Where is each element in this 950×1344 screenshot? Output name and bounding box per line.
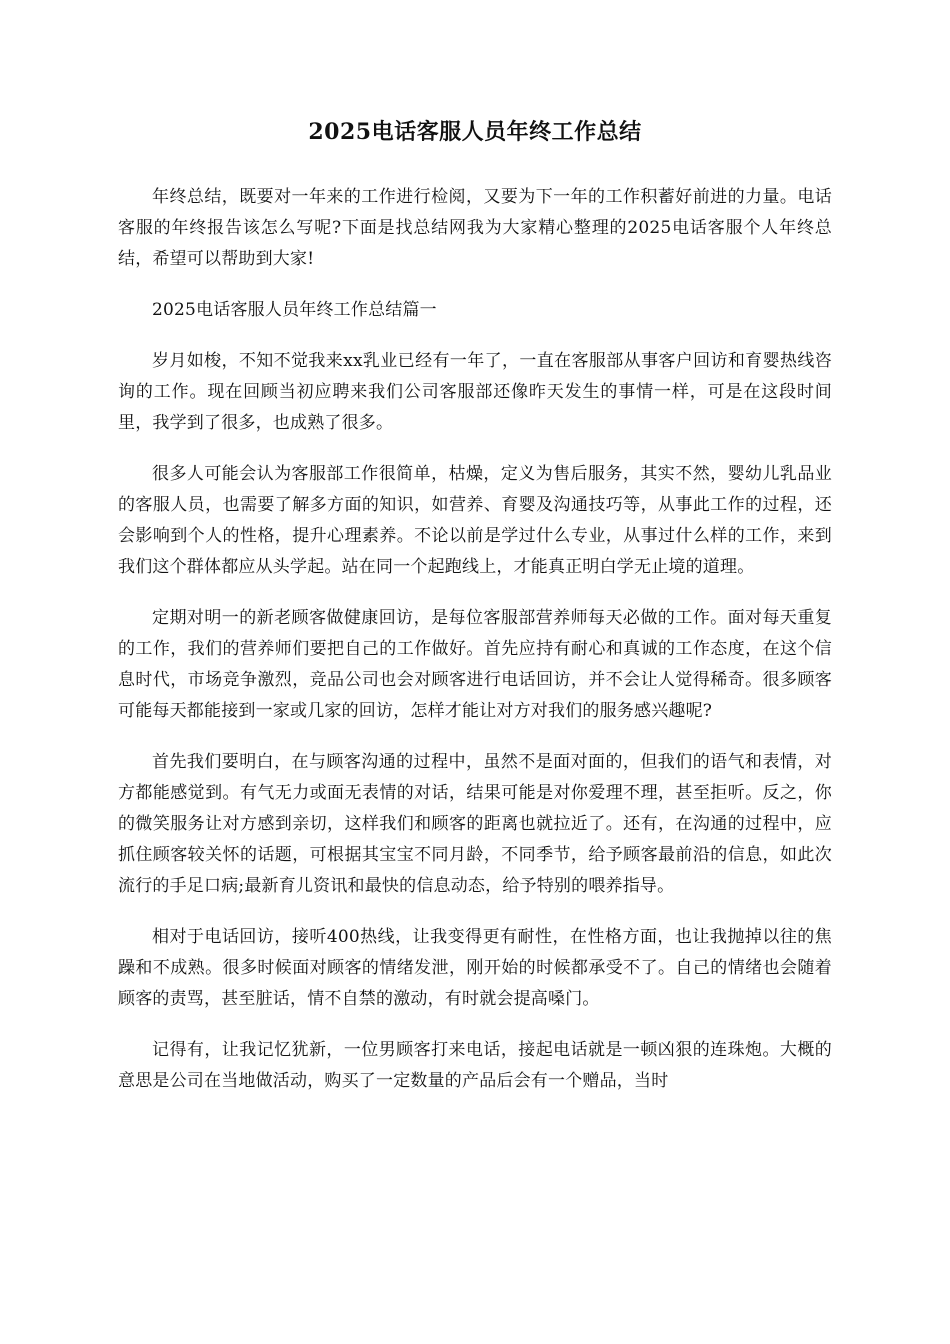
document-page (118, 116, 832, 1117)
body-paragraph: 相对于电话回访，接听400热线，让我变得更有耐性，在性格方面，也让我抛掉以往的焦躁和不成熟。很多时候面对顾客的情绪发泄，刚开始的时候都承受不了。自己的情绪也会随着顾客的责骂，甚至脏话，情不自禁的激动，有时就会提高嗓门。 (118, 927, 832, 1009)
intro-paragraph: 年终总结，既要对一年来的工作进行检阅，又要为下一年的工作积蓄好前进的力量。电话客服的年终报告该怎么写呢?下面是找总结网我为大家精心整理的2025电话客服个人年终总结，希望可以帮助到大家! (118, 187, 832, 269)
body-paragraph: 首先我们要明白，在与顾客沟通的过程中，虽然不是面对面的，但我们的语气和表情，对方都能感觉到。有气无力或面无表情的对话，结果可能是对你爱理不理，甚至拒听。反之，你的微笑服务让对方感到亲切，这样我们和顾客的距离也就拉近了。还有，在沟通的过程中，应抓住顾客较关怀的话题，可根据其宝宝不同月龄，不同季节，给予顾客最前沿的信息，如此次流行的手足口病;最新育儿资讯和最快的信息动态，给予特别的喂养指导。 (118, 752, 832, 896)
section-heading: 2025电话客服人员年终工作总结篇一 (152, 300, 437, 320)
body-paragraph: 岁月如梭，不知不觉我来xx乳业已经有一年了，一直在客服部从事客户回访和育婴热线咨询的工作。现在回顾当初应聘来我们公司客服部还像昨天发生的事情一样，可是在这段时间里，我学到了很多，也成熟了很多。 (118, 351, 832, 433)
body-paragraph: 记得有，让我记忆犹新，一位男顾客打来电话，接起电话就是一顿凶狠的连珠炮。大概的意思是公司在当地做活动，购买了一定数量的产品后会有一个赠品，当时 (118, 1040, 832, 1091)
body-paragraph: 定期对明一的新老顾客做健康回访，是每位客服部营养师每天必做的工作。面对每天重复的工作，我们的营养师们要把自己的工作做好。首先应持有耐心和真诚的工作态度，在这个信息时代，市场竞争激烈，竞品公司也会对顾客进行电话回访，并不会让人觉得稀奇。很多顾客可能每天都能接到一家或几家的回访，怎样才能让对方对我们的服务感兴趣呢? (118, 608, 832, 721)
body-paragraph: 很多人可能会认为客服部工作很简单，枯燥，定义为售后服务，其实不然，婴幼儿乳品业的客服人员，也需要了解多方面的知识，如营养、育婴及沟通技巧等，从事此工作的过程，还会影响到个人的性格，提升心理素养。不论以前是学过什么专业，从事过什么样的工作，来到我们这个群体都应从头学起。站在同一个起跑线上，才能真正明白学无止境的道理。 (118, 464, 832, 577)
document-title: 2025电话客服人员年终工作总结 (308, 119, 642, 145)
